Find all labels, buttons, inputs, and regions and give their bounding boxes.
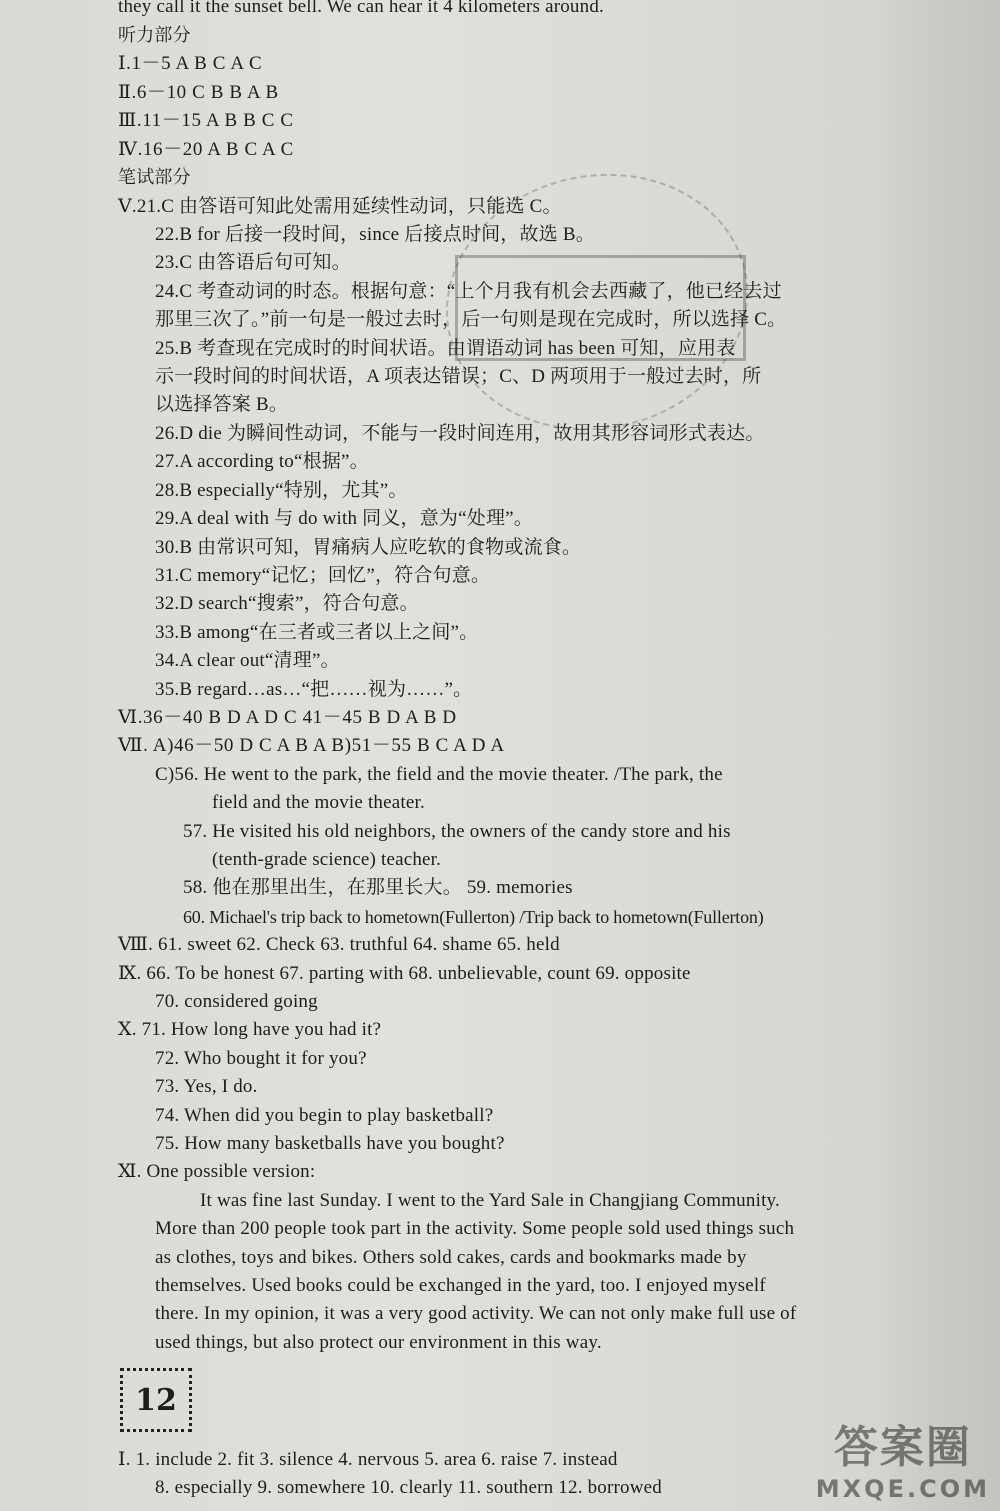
section-heading-written: 笔试部分 [118,167,191,188]
text-line: 73. Yes, I do. [155,1076,258,1097]
site-watermark [816,1411,990,1503]
text-line: Ⅸ. 66. To be honest 67. parting with 68. unbelievable, count 69. opposite [118,963,691,984]
text-line: 28.B especially“特别，尤其”。 [155,480,408,501]
text-line: Ⅰ. 1. include 2. fit 3. silence 4. nervous 5. area 6. raise 7. instead [118,1449,618,1470]
text-line: Ⅳ.16－20 A B C A C [118,139,294,160]
text-line: 30.B 由常识可知，胃痛病人应吃软的食物或流食。 [155,537,582,558]
text-line: 32.D search“搜索”，符合句意。 [155,593,419,614]
essay-line: used things, but also protect our environment in this way. [155,1332,602,1353]
text-line: 以选择答案 B。 [155,394,289,415]
text-line: 58. 他在那里出生，在那里长大。 59. memories [183,877,573,898]
text-line: Ⅶ. A)46－50 D C A B A B)51－55 B C A D A [118,735,505,756]
text-line: 29.A deal with 与 do with 同义，意为“处理”。 [155,508,533,529]
text-line: Ⅰ.1－5 A B C A C [118,53,263,74]
text-line: 27.A according to“根据”。 [155,451,369,472]
text-line: 75. How many basketballs have you bought? [155,1133,505,1154]
text-line: (tenth-grade science) teacher. [212,849,442,870]
text-line: 35.B regard…as…“把……视为……”。 [155,679,473,700]
page-edge-shadow [895,0,1000,1511]
essay-line: themselves. Used books could be exchanged in the yard, too. I enjoyed myself [155,1275,766,1296]
text-line: 60. Michael's trip back to hometown(Fullerton) /Trip back to hometown(Fullerton) [183,907,764,927]
essay-line: as clothes, toys and bikes. Others sold cakes, cards and bookmarks made by [155,1247,747,1268]
text-line: 那里三次了。”前一句是一般过去时，后一句则是现在完成时，所以选择 C。 [155,309,787,330]
text-line: Ⅹ. 71. How long have you had it? [118,1019,382,1040]
text-line: Ⅲ.11－15 A B B C C [118,110,294,131]
text-line: Ⅷ. 61. sweet 62. Check 63. truthful 64. shame 65. held [118,934,560,955]
essay-line: there. In my opinion, it was a very good activity. We can not only make full use of [155,1303,797,1324]
text-line: Ⅱ.6－10 C B B A B [118,82,279,103]
text-line: 25.B 考查现在完成时的时间状语。由谓语动词 has been 可知，应用表 [155,338,736,359]
text-line: Ⅺ. One possible version: [118,1161,316,1182]
text-line: 70. considered going [155,991,318,1012]
text-line: Ⅵ.36－40 B D A D C 41－45 B D A B D [118,707,457,728]
text-line: 26.D die 为瞬间性动词，不能与一段时间连用，故用其形容词形式表达。 [155,423,765,444]
text-line: 23.C 由答语后句可知。 [155,252,351,273]
text-line: they call it the sunset bell. We can hear it 4 kilometers around. [118,0,604,17]
text-line: 8. especially 9. somewhere 10. clearly 11. southern 12. borrowed [155,1477,663,1498]
essay-line: More than 200 people took part in the activity. Some people sold used things such [155,1218,795,1239]
text-line: 57. He visited his old neighbors, the owners of the candy store and his [183,821,731,842]
text-line: 34.A clear out“清理”。 [155,650,340,671]
text-line: 22.B for 后接一段时间，since 后接点时间，故选 B。 [155,224,595,245]
text-line: 33.B among“在三者或三者以上之间”。 [155,622,479,643]
text-line: field and the movie theater. [212,792,425,813]
text-line: Ⅴ.21.C 由答语可知此处需用延续性动词，只能选 C。 [118,196,562,217]
watermark-en: MXQE.COM [815,1475,990,1503]
watermark-cn: 答案圈 [833,1422,972,1473]
text-line: C)56. He went to the park, the field and the movie theater. /The park, the [155,764,723,785]
text-line: 31.C memory“记忆；回忆”，符合句意。 [155,565,491,586]
section-heading-listening: 听力部分 [118,25,191,46]
text-line: 72. Who bought it for you? [155,1048,367,1069]
essay-line: It was fine last Sunday. I went to the Yard Sale in Changjiang Community. [200,1190,780,1211]
text-line: 74. When did you begin to play basketball? [155,1105,494,1126]
lesson-number-badge: 12 [120,1368,192,1432]
text-line: 示一段时间的时间状语，A 项表达错误；C、D 两项用于一般过去时，所 [155,366,762,387]
text-line: 24.C 考查动词的时态。根据句意：“上个月我有机会去西藏了，他已经去过 [155,281,782,302]
